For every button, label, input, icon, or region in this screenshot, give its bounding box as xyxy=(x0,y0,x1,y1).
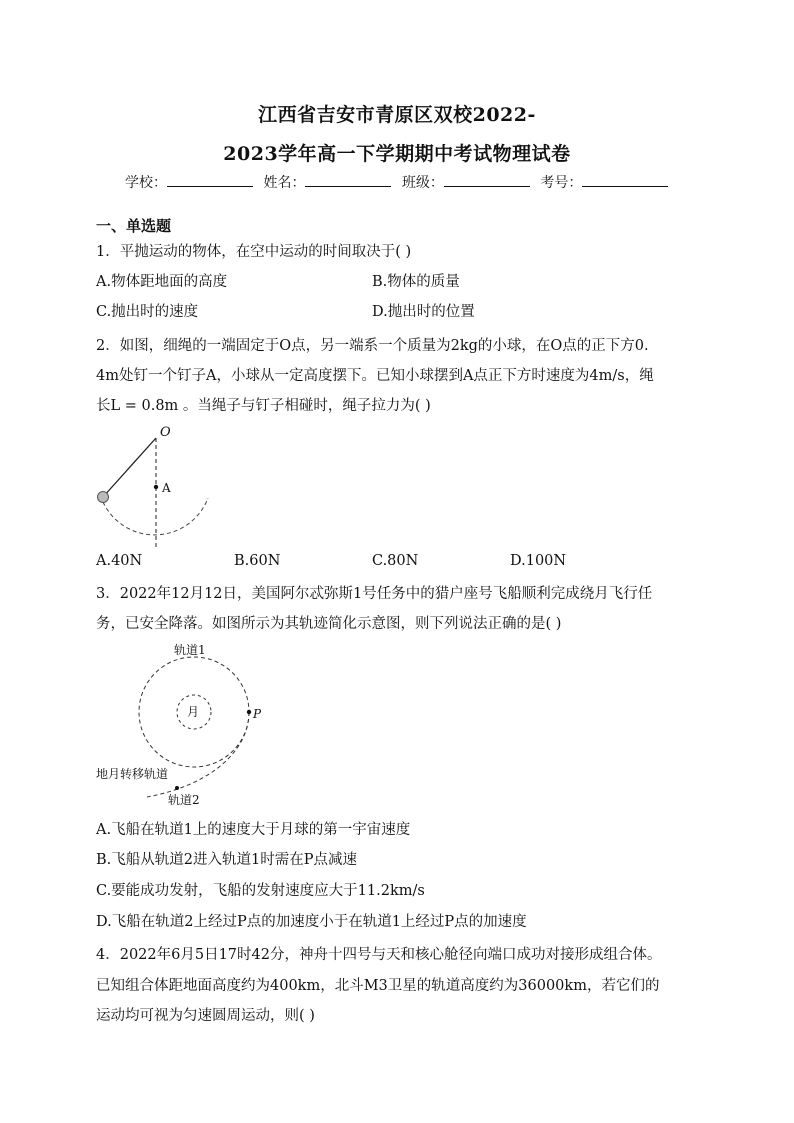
q2-option-c: C.80N xyxy=(372,553,419,569)
ball xyxy=(98,492,109,503)
exam-title-line1: 江西省吉安市青原区双校2022- xyxy=(258,104,536,126)
label-transfer-orbit: 地月转移轨道 xyxy=(96,767,169,781)
q3-option-c: C.要能成功发射，飞船的发射速度应大于11.2km/s xyxy=(96,883,425,899)
student-info-row xyxy=(125,172,674,192)
label-orbit2: 轨道2 xyxy=(168,793,200,807)
id-label: 考号： xyxy=(540,175,583,191)
q1-option-a: A.物体距地面的高度 xyxy=(96,274,228,290)
q3-option-a: A.飞船在轨道1上的速度大于月球的第一宇宙速度 xyxy=(96,822,411,838)
q1-stem: 1．平抛运动的物体，在空中运动的时间取决于( ) xyxy=(96,244,412,260)
q1-option-d: D.抛出时的位置 xyxy=(372,304,475,320)
orbit2-point xyxy=(175,786,179,790)
class-blank xyxy=(444,174,530,187)
q2-option-d: D.100N xyxy=(510,553,567,569)
q1-option-c: C.抛出时的速度 xyxy=(96,304,199,320)
orbit-figure xyxy=(92,640,282,810)
name-label: 姓名： xyxy=(263,175,306,191)
label-a: A xyxy=(162,481,171,495)
pendulum-figure xyxy=(90,420,230,550)
q2-stem-line1: 2．如图，细绳的一端固定于O点，另一端系一个质量为2kg的小球，在O点的正下方0. xyxy=(96,338,649,354)
exam-title-line2: 2023学年高一下学期期中考试物理试卷 xyxy=(223,143,571,165)
q3-option-b: B.飞船从轨道2进入轨道1时需在P点减速 xyxy=(96,852,357,868)
q2-option-a: A.40N xyxy=(96,553,143,569)
q3-stem-line1: 3．2022年12月12日，美国阿尔忒弥斯1号任务中的猎户座号飞船顺利完成绕月飞行任 xyxy=(96,586,653,602)
transfer-curve xyxy=(147,712,249,797)
rope-line xyxy=(103,438,156,497)
school-label: 学校： xyxy=(125,175,167,191)
class-label: 班级： xyxy=(401,175,444,191)
q3-option-d: D.飞船在轨道2上经过P点的加速度小于在轨道1上经过P点的加速度 xyxy=(96,914,527,930)
school-blank xyxy=(167,174,253,187)
q2-option-b: B.60N xyxy=(234,553,281,569)
q4-stem-line1: 4．2022年6月5日17时42分，神舟十四号与天和核心舱径向端口成功对接形成组合体。 xyxy=(96,947,662,963)
q4-stem-line2: 已知组合体距地面高度约为400km，北斗M3卫星的轨道高度约为36000km，若它们的 xyxy=(96,978,660,994)
label-orbit1: 轨道1 xyxy=(174,643,206,657)
q3-stem-line2: 务，已安全降落。如图所示为其轨迹简化示意图，则下列说法正确的是( ) xyxy=(96,616,562,632)
id-blank xyxy=(582,174,668,187)
nail-point xyxy=(154,485,158,489)
name-blank xyxy=(305,174,391,187)
q4-stem-line3: 运动均可视为匀速圆周运动，则( ) xyxy=(96,1008,315,1024)
q1-option-b: B.物体的质量 xyxy=(372,274,460,290)
label-p: P xyxy=(253,707,262,721)
label-o: O xyxy=(160,425,171,440)
point-p xyxy=(247,710,251,714)
q2-stem-line2: 4m处钉一个钉子A，小球从一定高度摆下。已知小球摆到A点正下方时速度为4m/s，绳 xyxy=(96,368,654,384)
label-moon: 月 xyxy=(187,705,200,719)
q2-stem-line3: 长L = 0.8m 。当绳子与钉子相碰时，绳子拉力为( ) xyxy=(96,398,431,414)
section-heading: 一、单选题 xyxy=(96,217,172,235)
